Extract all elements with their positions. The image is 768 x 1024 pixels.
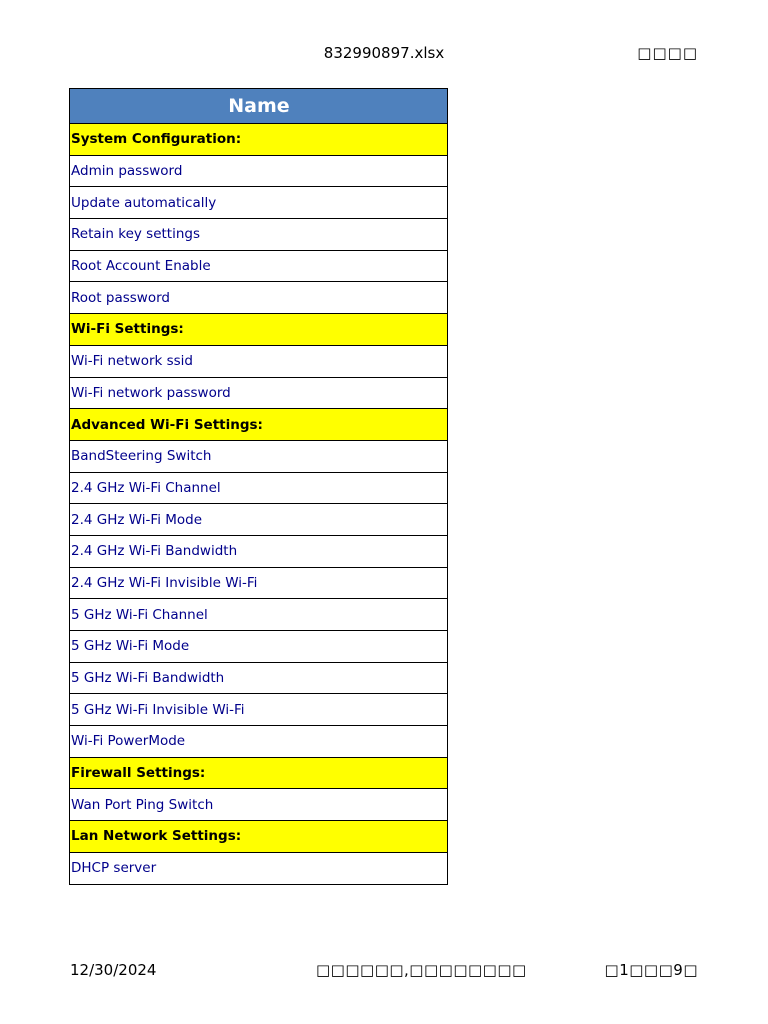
section-row xyxy=(70,821,448,853)
setting-name-cell: Update automatically xyxy=(70,187,448,219)
file-name: 832990897.xlsx xyxy=(323,44,445,62)
table-row xyxy=(70,789,448,821)
footer-page-number: □1□□□9□ xyxy=(604,961,698,979)
table-row xyxy=(70,187,448,219)
setting-name-cell: 5 GHz Wi-Fi Bandwidth xyxy=(70,662,448,694)
table-row xyxy=(70,504,448,536)
table-row xyxy=(70,250,448,282)
setting-name-cell: Wan Port Ping Switch xyxy=(70,789,448,821)
table-row xyxy=(70,345,448,377)
setting-name-cell: Wi-Fi network ssid xyxy=(70,345,448,377)
setting-name-cell: DHCP server xyxy=(70,852,448,884)
setting-name-cell: 2.4 GHz Wi-Fi Mode xyxy=(70,504,448,536)
table-row xyxy=(70,535,448,567)
table-row xyxy=(70,377,448,409)
table-row xyxy=(70,567,448,599)
section-heading-cell: Lan Network Settings: xyxy=(70,821,448,853)
setting-name-cell: Retain key settings xyxy=(70,219,448,251)
section-heading-cell: System Configuration: xyxy=(70,124,448,156)
section-row xyxy=(70,757,448,789)
table-row xyxy=(70,155,448,187)
setting-name-cell: 5 GHz Wi-Fi Channel xyxy=(70,599,448,631)
table-row xyxy=(70,440,448,472)
setting-name-cell: 2.4 GHz Wi-Fi Channel xyxy=(70,472,448,504)
table-row xyxy=(70,599,448,631)
table-body xyxy=(70,124,448,885)
setting-name-cell: Root Account Enable xyxy=(70,250,448,282)
setting-name-cell: 2.4 GHz Wi-Fi Bandwidth xyxy=(70,535,448,567)
section-heading-cell: Advanced Wi-Fi Settings: xyxy=(70,409,448,441)
setting-name-cell: Wi-Fi network password xyxy=(70,377,448,409)
header-right-text: □□□□ xyxy=(637,44,698,62)
column-header-name: Name xyxy=(70,89,448,124)
table-row xyxy=(70,282,448,314)
footer-date: 12/30/2024 xyxy=(70,961,157,979)
section-row xyxy=(70,124,448,156)
section-heading-cell: Wi-Fi Settings: xyxy=(70,314,448,346)
setting-name-cell: 5 GHz Wi-Fi Invisible Wi-Fi xyxy=(70,694,448,726)
settings-table xyxy=(69,88,448,885)
setting-name-cell: Root password xyxy=(70,282,448,314)
table-row xyxy=(70,219,448,251)
footer-center-text: □□□□□□,□□□□□□□□ xyxy=(316,961,527,979)
table-row xyxy=(70,852,448,884)
section-row xyxy=(70,409,448,441)
setting-name-cell: 5 GHz Wi-Fi Mode xyxy=(70,631,448,663)
setting-name-cell: Wi-Fi PowerMode xyxy=(70,726,448,758)
table-row xyxy=(70,631,448,663)
section-heading-cell: Firewall Settings: xyxy=(70,757,448,789)
table-row xyxy=(70,694,448,726)
table-header-row xyxy=(70,89,448,124)
setting-name-cell: BandSteering Switch xyxy=(70,440,448,472)
table-row xyxy=(70,472,448,504)
table-row xyxy=(70,726,448,758)
table-row xyxy=(70,662,448,694)
setting-name-cell: Admin password xyxy=(70,155,448,187)
setting-name-cell: 2.4 GHz Wi-Fi Invisible Wi-Fi xyxy=(70,567,448,599)
section-row xyxy=(70,314,448,346)
